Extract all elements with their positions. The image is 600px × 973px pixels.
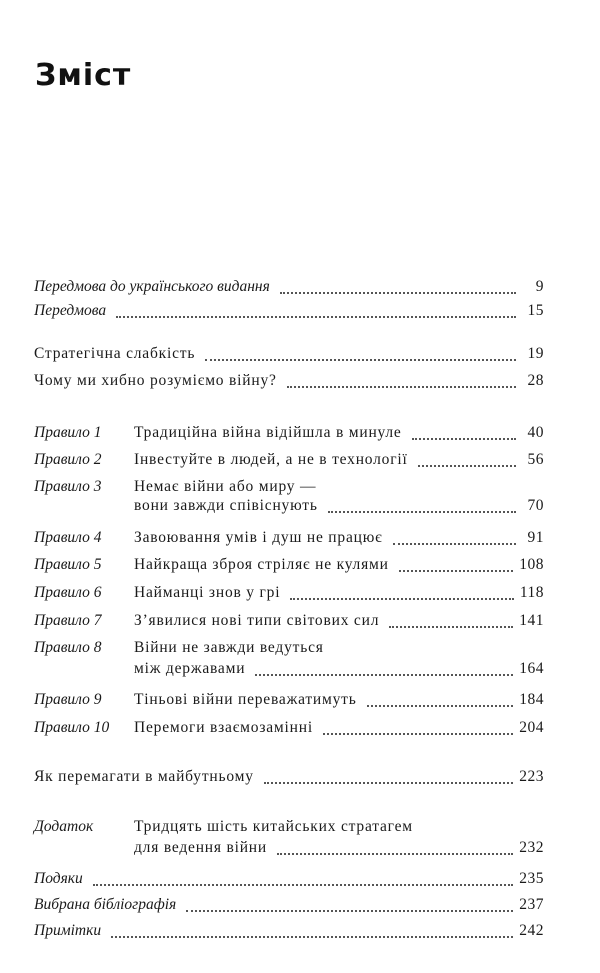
dot-leader: [264, 781, 513, 784]
toc-page-number: 204: [519, 719, 544, 736]
toc-page-number: 232: [519, 839, 544, 856]
toc-entry-label: Додаток: [34, 818, 94, 835]
dot-leader: [93, 883, 513, 886]
toc-entry-title: З’явилися нові типи світових сил: [134, 612, 380, 629]
toc-entry-title: Немає війни або миру —: [134, 478, 317, 495]
toc-entry-notes[interactable]: [34, 922, 544, 944]
toc-entry-label: Передмова: [34, 302, 107, 319]
toc-entry-preface[interactable]: [34, 302, 544, 324]
dot-leader: [290, 597, 513, 600]
toc-entry-label: Правило 7: [34, 612, 102, 629]
toc-page-number: 9: [535, 278, 544, 295]
dot-leader: [205, 358, 516, 361]
toc-page-number: 56: [527, 451, 544, 468]
toc-entry-title: Традиційна війна відійшла в минуле: [134, 424, 402, 441]
toc-entry-rule-6[interactable]: [34, 584, 544, 606]
toc-page-number: 91: [527, 529, 544, 546]
toc-entry-label: Правило 10: [34, 719, 110, 736]
toc-page-number: 40: [527, 424, 544, 441]
toc-entry-label: Подяки: [34, 870, 83, 887]
dot-leader: [255, 673, 513, 676]
toc-entry-label: Правило 1: [34, 424, 102, 441]
toc-entry-label: Правило 8: [34, 639, 102, 656]
toc-entry-label: Правило 6: [34, 584, 102, 601]
toc-entry-title: Війни не завжди ведуться: [134, 639, 324, 656]
dot-leader: [399, 569, 514, 572]
dot-leader: [389, 625, 513, 628]
toc-entry-rule-5[interactable]: [34, 556, 544, 578]
toc-page-number: 164: [519, 660, 544, 677]
toc-page-number: 184: [519, 691, 544, 708]
toc-entry-title: Найкраща зброя стріляє не кулями: [134, 556, 389, 573]
toc-page-number: 141: [519, 612, 544, 629]
toc-entry-rule-2[interactable]: [34, 451, 544, 473]
dot-leader: [277, 852, 513, 855]
toc-entry-label: Примітки: [34, 922, 102, 939]
toc-entry-rule-8[interactable]: [34, 639, 544, 661]
toc-page-number: 15: [527, 302, 544, 319]
toc-entry-title: Завоювання умів і душ не працює: [134, 529, 383, 546]
toc-entry-label: Вибрана бібліографія: [34, 896, 177, 913]
dot-leader: [412, 437, 516, 440]
toc-entry-rule-10[interactable]: [34, 719, 544, 741]
toc-entry-title-continued: вони завжди співіснують: [134, 497, 318, 514]
toc-page-number: 19: [527, 345, 544, 362]
toc-entry-title: Як перемагати в майбутньому: [34, 768, 254, 785]
toc-page-number: 223: [519, 768, 544, 785]
dot-leader: [323, 732, 513, 735]
toc-entry-title-continued: для ведення війни: [134, 839, 267, 856]
dot-leader: [328, 510, 516, 513]
page-title: Зміст: [35, 58, 132, 93]
toc-entry-label: Правило 4: [34, 529, 102, 546]
toc-entry-title: Чому ми хибно розуміємо війну?: [34, 372, 277, 389]
toc-entry-label: Правило 2: [34, 451, 102, 468]
toc-page-number: 108: [519, 556, 544, 573]
toc-page-number: 28: [527, 372, 544, 389]
toc-page-number: 118: [519, 584, 544, 601]
toc-page-number: 242: [519, 922, 544, 939]
toc-entry-title: Тіньові війни переважатимуть: [134, 691, 357, 708]
toc-entry-rule-4[interactable]: [34, 529, 544, 551]
toc-entry-rule-3-continued[interactable]: [134, 497, 544, 519]
toc-entry-label: Правило 3: [34, 478, 102, 495]
dot-leader: [111, 935, 513, 938]
toc-entry-label: Правило 5: [34, 556, 102, 573]
toc-entry-label: Передмова до українського видання: [34, 278, 270, 295]
toc-page-number: 235: [519, 870, 544, 887]
toc-entry-strategic-weakness[interactable]: [34, 345, 544, 367]
dot-leader: [116, 315, 516, 318]
toc-entry-rule-7[interactable]: [34, 612, 544, 634]
toc-entry-acknowledgements[interactable]: [34, 870, 544, 892]
toc-entry-rule-8-continued[interactable]: [134, 660, 544, 682]
toc-entry-appendix[interactable]: [34, 818, 544, 840]
dot-leader: [367, 704, 514, 707]
toc-entry-title: Інвестуйте в людей, а не в технології: [134, 451, 408, 468]
toc-entry-rule-9[interactable]: [34, 691, 544, 713]
toc-entry-future[interactable]: [34, 768, 544, 790]
toc-entry-appendix-continued[interactable]: [134, 839, 544, 861]
dot-leader: [280, 291, 516, 294]
dot-leader: [287, 385, 516, 388]
toc-entry-rule-1[interactable]: [34, 424, 544, 446]
toc-entry-misunderstand-war[interactable]: [34, 372, 544, 394]
toc-entry-title: Тридцять шість китайських стратагем: [134, 818, 413, 835]
dot-leader: [418, 464, 516, 467]
toc-page-number: 70: [527, 497, 544, 514]
toc-entry-label: Правило 9: [34, 691, 102, 708]
toc-page-number: 237: [519, 896, 544, 913]
toc-entry-title: Стратегічна слабкість: [34, 345, 196, 362]
toc-entry-title-continued: між державами: [134, 660, 246, 677]
dot-leader: [393, 542, 516, 545]
toc-entry-preface-ukrainian[interactable]: [34, 278, 544, 300]
toc-entry-title: Найманці знов у грі: [134, 584, 281, 601]
toc-entry-bibliography[interactable]: [34, 896, 544, 918]
toc-entry-title: Перемоги взаємозамінні: [134, 719, 313, 736]
dot-leader: [186, 909, 513, 912]
